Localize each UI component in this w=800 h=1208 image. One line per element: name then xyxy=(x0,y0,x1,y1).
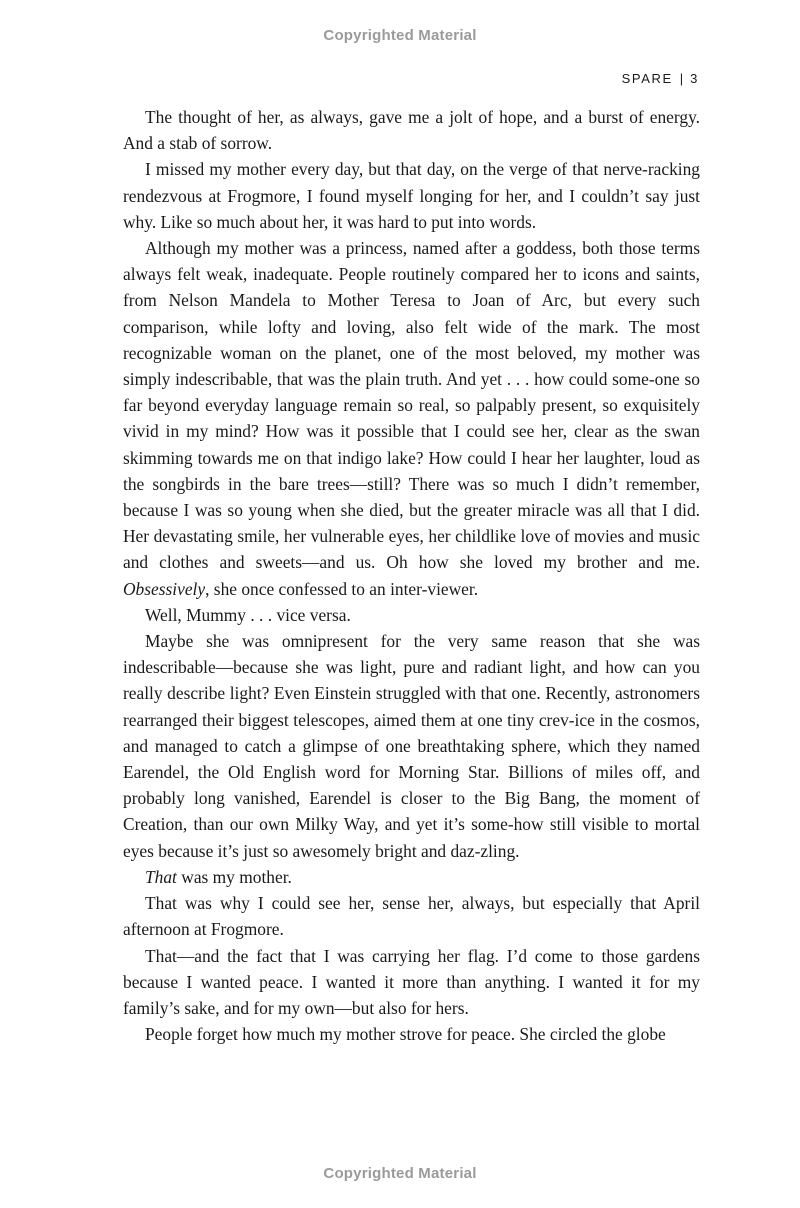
paragraph-4-text: Well, Mummy . . . vice versa. xyxy=(145,604,351,625)
copyright-watermark-top: Copyrighted Material xyxy=(323,27,477,44)
paragraph-9 xyxy=(123,1021,700,1047)
paragraph-5 xyxy=(123,628,700,864)
paragraph-7 xyxy=(123,890,700,942)
paragraph-4 xyxy=(123,602,700,628)
paragraph-7-text: That was why I could see her, sense her, always, but especially that April afternoon at Frogmore. xyxy=(123,893,700,940)
paragraph-9-text: People forget how much my mother strove for peace. She circled the globe xyxy=(145,1024,666,1045)
paragraph-3-italic: Obsessively xyxy=(123,578,206,599)
running-head-separator: | xyxy=(679,71,684,86)
book-title: SPARE xyxy=(621,71,673,86)
paragraph-5-text: Maybe she was omnipresent for the very same reason that she was indescribable—because she was light, pure and radiant light, and how can you really describe light? Even Einstein struggled with that one. Recently, astronomers rearranged their biggest telescopes, aimed them at one tiny crev-ice in the cosmos, and managed to catch a glimpse of one breathtaking sphere, which they named Earendel, the Old English word for Morning Star. Billions of miles off, and probably long vanished, Earendel is closer to the Big Bang, the moment of Creation, than our own Milky Way, and yet it’s some-how still visible to mortal eyes because it’s just so awesomely bright and daz-zling. xyxy=(123,631,700,861)
running-head xyxy=(622,71,699,86)
paragraph-1 xyxy=(123,104,700,156)
paragraph-3-text: Although my mother was a princess, named after a goddess, both those terms always felt weak, inadequate. People routinely compared her to icons and saints, from Nelson Mandela to Mother Teresa to Joan of Arc, but every such comparison, while lofty and loving, also felt wide of the mark. The most recognizable woman on the planet, one of the most beloved, my mother was simply indescribable, that was the plain truth. And yet . . . how could some-one so far beyond everyday language remain so real, so palpably present, so exquisitely vivid in my mind? How was it possible that I could see her, clear as the swan skimming towards me on that indigo lake? How could I hear her laughter, loud as the songbirds in the bare trees—still? There was so much I didn’t remember, because I was so young when she died, but the greater miracle was all that I did. Her devastating smile, her vulnerable eyes, her childlike love of movies and music and clothes and sweets—and us. Oh how she loved my brother and me. xyxy=(123,238,700,573)
paragraph-2 xyxy=(123,156,700,235)
body-text xyxy=(123,104,700,1047)
paragraph-3-tail: , she once confessed to an inter-viewer. xyxy=(205,578,479,599)
paragraph-6-italic: That xyxy=(145,866,177,887)
page-number: 3 xyxy=(690,71,699,86)
paragraph-3 xyxy=(123,235,700,602)
paragraph-8 xyxy=(123,943,700,1022)
paragraph-1-text: The thought of her, as always, gave me a jolt of hope, and a burst of energy. And a stab of sorrow. xyxy=(123,107,700,154)
paragraph-8-text: That—and the fact that I was carrying her flag. I’d come to those gardens because I wanted peace. I wanted it more than anything. I wanted it for my family’s sake, and for my own—but also for hers. xyxy=(123,945,700,1018)
paragraph-2-text: I missed my mother every day, but that day, on the verge of that nerve-racking rendezvous at Frogmore, I found myself longing for her, and I couldn’t say just why. Like so much about her, it was hard to put into words. xyxy=(123,159,700,232)
paragraph-6-text: was my mother. xyxy=(181,866,292,887)
paragraph-6 xyxy=(123,864,700,890)
copyright-watermark-bottom: Copyrighted Material xyxy=(323,1165,477,1182)
